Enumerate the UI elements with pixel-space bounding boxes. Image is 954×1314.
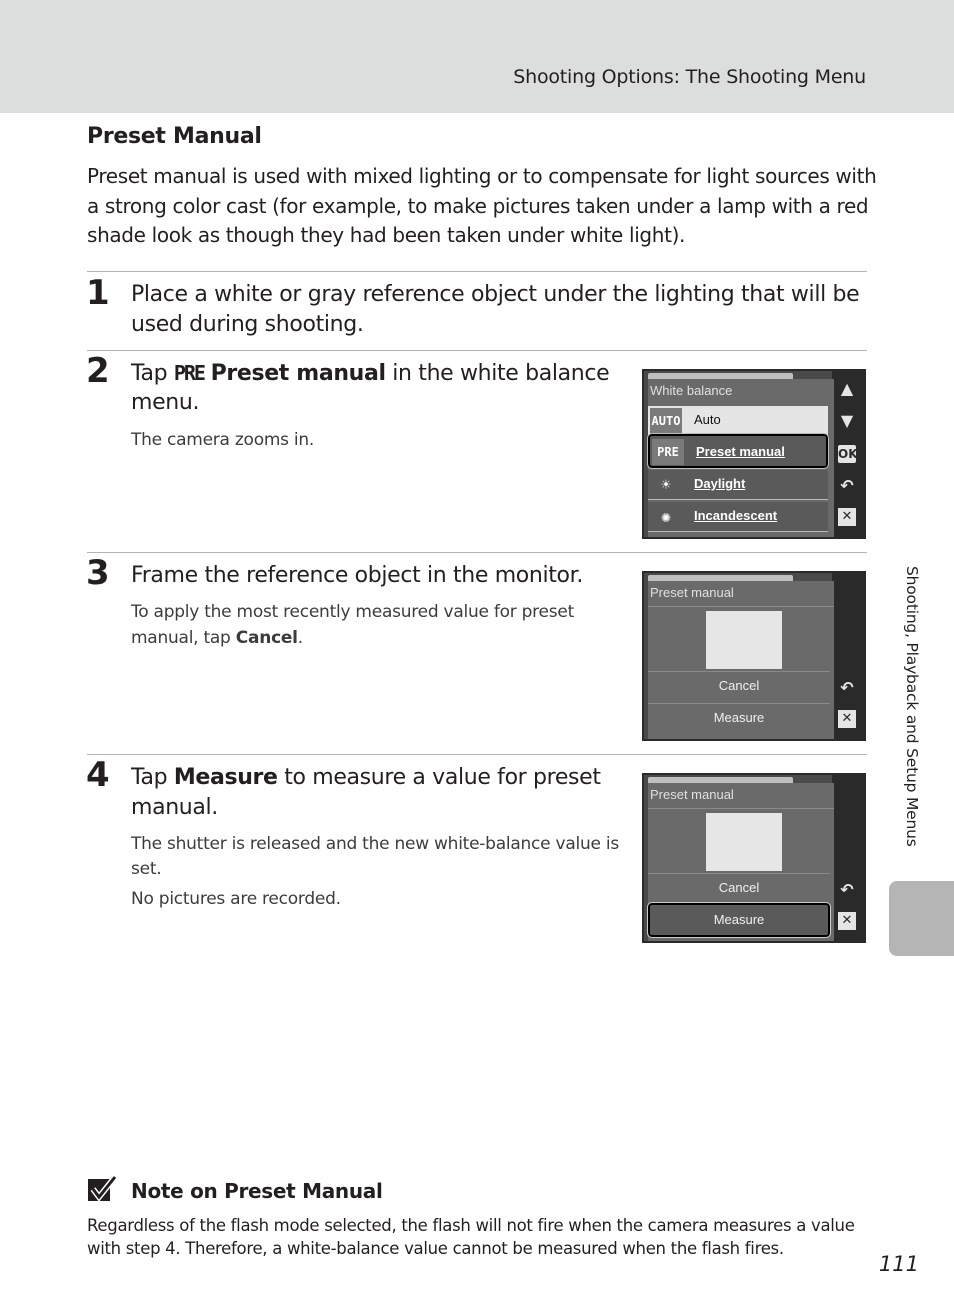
step-number: 3 — [86, 553, 110, 593]
step-4-line-1 — [131, 763, 601, 793]
step-4-line-2: manual. — [131, 795, 218, 820]
back-icon[interactable]: ↶ — [840, 476, 854, 495]
title-separator — [648, 808, 834, 809]
cancel-button[interactable]: Cancel — [648, 671, 830, 699]
note-title: Note on Preset Manual — [131, 1179, 383, 1203]
step-4-detail-3: No pictures are recorded. — [131, 889, 341, 909]
wb-item-label: Daylight — [694, 476, 746, 491]
preview-frame — [706, 611, 782, 669]
white-balance-screen — [642, 369, 866, 539]
step-text-part: to measure a value for preset — [277, 765, 601, 790]
back-icon[interactable]: ↶ — [840, 678, 854, 697]
wb-item-daylight[interactable] — [648, 470, 828, 500]
step-number: 4 — [86, 755, 110, 795]
wb-item-label: Incandescent — [694, 508, 778, 523]
close-icon[interactable]: ✕ — [838, 508, 856, 526]
step-text-part: . — [297, 628, 303, 648]
step-2-detail: The camera zooms in. — [131, 430, 315, 450]
divider — [87, 350, 867, 351]
ok-icon[interactable]: OK — [838, 447, 858, 461]
step-2-line-1 — [131, 358, 609, 389]
step-text-part: Tap — [131, 765, 174, 790]
screen-title: Preset manual — [650, 787, 734, 802]
step-text-part: Tap — [131, 361, 174, 386]
step-text-part: in the white balance — [385, 361, 610, 386]
preview-frame — [706, 813, 782, 871]
cancel-button[interactable]: Cancel — [648, 873, 830, 901]
screen-title: White balance — [650, 383, 733, 398]
header-band — [0, 0, 954, 113]
scroll-down-icon[interactable]: ▼ — [840, 411, 854, 430]
daylight-icon: ☀ — [650, 472, 682, 498]
section-side-tab — [889, 881, 954, 956]
step-number: 2 — [86, 351, 110, 391]
checkmark-note-icon — [87, 1175, 117, 1205]
step-4-detail-2: set. — [131, 859, 162, 879]
section-side-tab-label: Shooting, Playback and Setup Menus — [903, 566, 921, 847]
step-1-line-2: used during shooting. — [131, 312, 364, 337]
step-3-detail-1: To apply the most recently measured value for preset — [131, 602, 574, 622]
divider — [87, 754, 867, 755]
step-3-line-1: Frame the reference object in the monitor. — [131, 563, 583, 588]
measure-button[interactable]: Measure — [648, 703, 830, 731]
section-title: Preset Manual — [87, 124, 262, 149]
wb-item-label: Auto — [694, 412, 721, 427]
close-icon[interactable]: ✕ — [838, 710, 856, 728]
close-icon[interactable]: ✕ — [838, 912, 856, 930]
title-separator — [648, 606, 834, 607]
step-text-part: manual, tap — [131, 628, 236, 648]
step-bold-term: Cancel — [235, 628, 298, 648]
wb-item-incandescent[interactable] — [648, 502, 828, 532]
preset-manual-icon: PRE — [173, 361, 204, 385]
screen-title: Preset manual — [650, 585, 734, 600]
divider — [87, 271, 867, 272]
step-1-line-1: Place a white or gray reference object under the lighting that will be — [131, 282, 860, 307]
step-4-detail-1: The shutter is released and the new white-balance value is — [131, 834, 619, 854]
preset-manual-screen — [642, 571, 866, 741]
running-header: Shooting Options: The Shooting Menu — [513, 66, 866, 88]
intro-paragraph: Preset manual is used with mixed lighting or to compensate for light sources with a strong color cast (for example, to make pictures taken under a lamp with a red shade look as though they had been taken under white light). — [87, 164, 877, 247]
incandescent-icon: ✺ — [650, 504, 682, 530]
wb-item-label: Preset manual — [696, 444, 785, 459]
wb-item-auto[interactable] — [648, 406, 828, 436]
divider — [87, 552, 867, 553]
step-bold-term: Preset manual — [210, 361, 386, 386]
step-3-detail-2 — [131, 626, 303, 651]
note-body: Regardless of the flash mode selected, the flash will not fire when the camera measures a value with step 4. Therefore, a white-balance value cannot be measured when the flash fires. — [87, 1216, 855, 1258]
back-icon[interactable]: ↶ — [840, 880, 854, 899]
step-number: 1 — [86, 273, 110, 313]
preset-manual-screen-measure — [642, 773, 866, 943]
measure-button[interactable]: Measure — [648, 903, 830, 937]
auto-icon: AUTO — [650, 408, 682, 434]
step-2-line-2: menu. — [131, 390, 200, 415]
preset-manual-icon: PRE — [652, 439, 684, 465]
scroll-up-icon[interactable]: ▲ — [840, 379, 854, 398]
page-number: 111 — [878, 1252, 919, 1276]
wb-item-preset-manual[interactable] — [648, 434, 828, 468]
step-bold-term: Measure — [173, 765, 278, 790]
